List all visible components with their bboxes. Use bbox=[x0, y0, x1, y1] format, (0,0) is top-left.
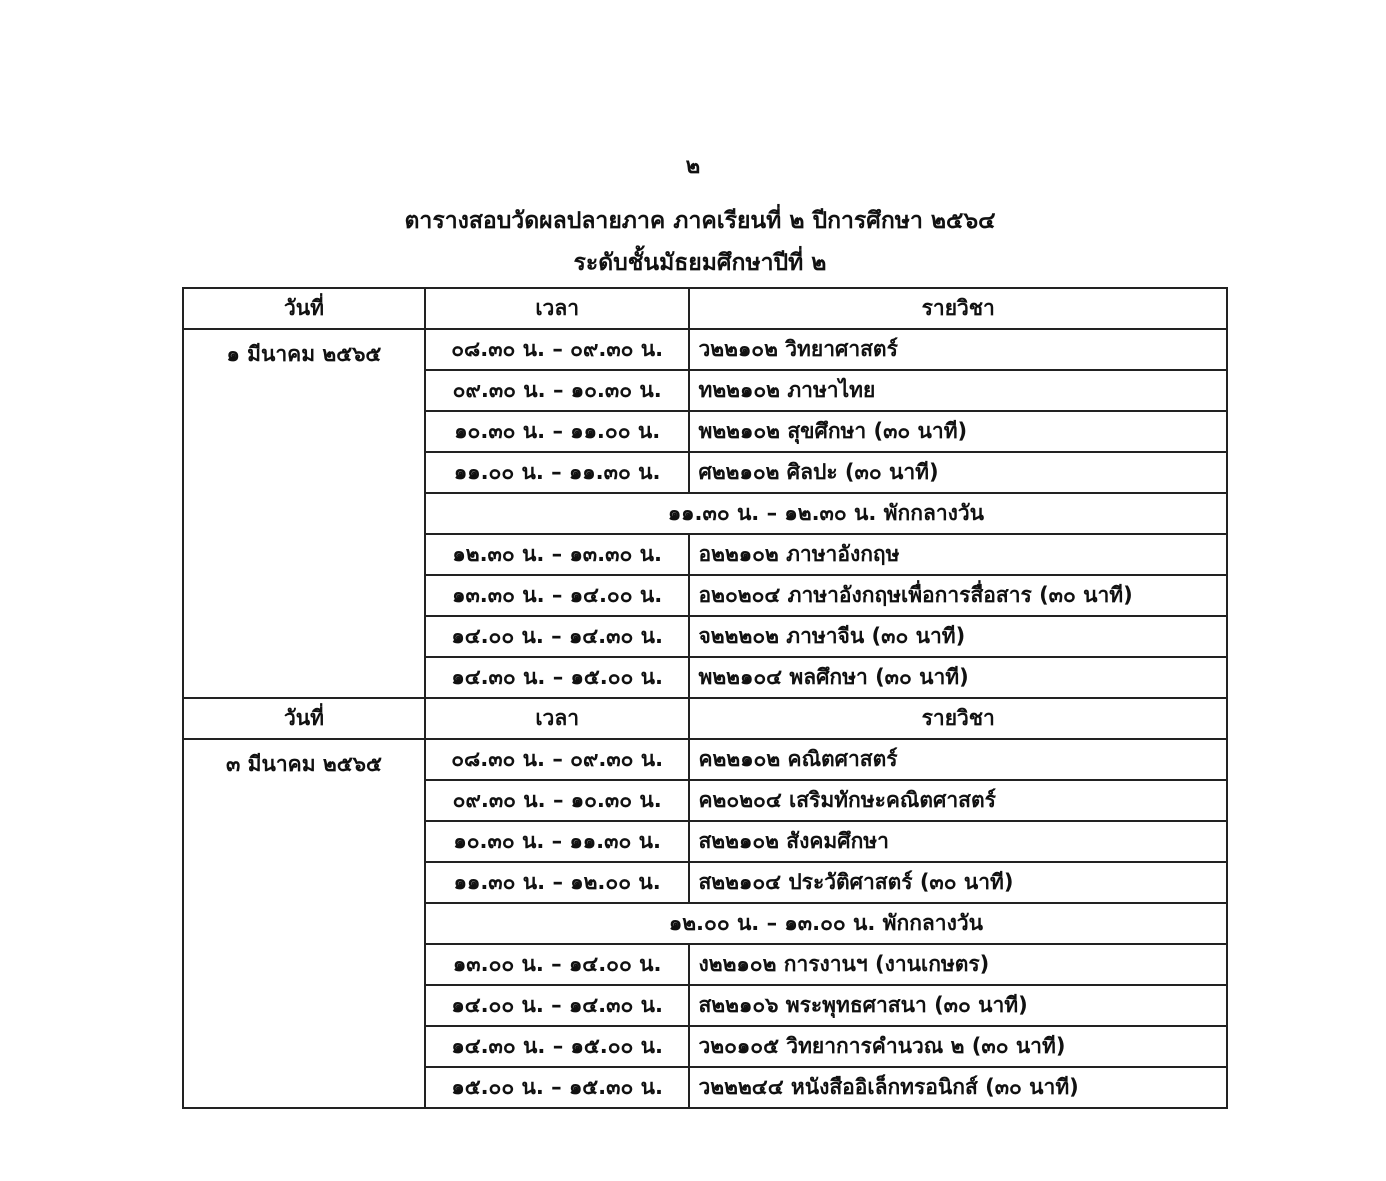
document-title bbox=[0, 200, 1386, 284]
header-date: วันที่ bbox=[183, 698, 425, 739]
title-line-2: ระดับชั้นมัธยมศึกษาปีที่ ๒ bbox=[573, 250, 827, 276]
exam-time: ๑๐.๓๐ น. – ๑๑.๓๐ น. bbox=[425, 821, 690, 862]
header-subject: รายวิชา bbox=[689, 698, 1227, 739]
exam-date: ๓ มีนาคม ๒๕๖๕ bbox=[183, 739, 425, 1108]
exam-date: ๑ มีนาคม ๒๕๖๕ bbox=[183, 329, 425, 698]
exam-time: ๑๔.๓๐ น. – ๑๕.๐๐ น. bbox=[425, 657, 690, 698]
exam-subject: ส๒๒๑๐๒ สังคมศึกษา bbox=[689, 821, 1227, 862]
exam-subject: ว๒๐๑๐๕ วิทยาการคำนวณ ๒ (๓๐ นาที) bbox=[689, 1026, 1227, 1067]
exam-subject: จ๒๒๒๐๒ ภาษาจีน (๓๐ นาที) bbox=[689, 616, 1227, 657]
exam-subject: ท๒๒๑๐๒ ภาษาไทย bbox=[689, 370, 1227, 411]
exam-subject: พ๒๒๑๐๒ สุขศึกษา (๓๐ นาที) bbox=[689, 411, 1227, 452]
exam-subject: ว๒๒๒๔๔ หนังสืออิเล็กทรอนิกส์ (๓๐ นาที) bbox=[689, 1067, 1227, 1108]
table-row bbox=[183, 739, 1227, 780]
exam-subject: ค๒๒๑๐๒ คณิตศาสตร์ bbox=[689, 739, 1227, 780]
lunch-break: ๑๒.๐๐ น. – ๑๓.๐๐ น. พักกลางวัน bbox=[425, 903, 1227, 944]
exam-subject: ศ๒๒๑๐๒ ศิลปะ (๓๐ นาที) bbox=[689, 452, 1227, 493]
exam-time: ๑๔.๐๐ น. – ๑๔.๓๐ น. bbox=[425, 985, 690, 1026]
exam-time: ๑๒.๓๐ น. – ๑๓.๓๐ น. bbox=[425, 534, 690, 575]
exam-time: ๑๑.๐๐ น. – ๑๑.๓๐ น. bbox=[425, 452, 690, 493]
exam-subject: ส๒๒๑๐๖ พระพุทธศาสนา (๓๐ นาที) bbox=[689, 985, 1227, 1026]
exam-time: ๑๓.๐๐ น. – ๑๔.๐๐ น. bbox=[425, 944, 690, 985]
exam-time: ๐๙.๓๐ น. – ๑๐.๓๐ น. bbox=[425, 780, 690, 821]
exam-time: ๐๘.๓๐ น. – ๐๙.๓๐ น. bbox=[425, 739, 690, 780]
table-header-row bbox=[183, 288, 1227, 329]
exam-subject: ส๒๒๑๐๔ ประวัติศาสตร์ (๓๐ นาที) bbox=[689, 862, 1227, 903]
exam-time: ๑๑.๓๐ น. – ๑๒.๐๐ น. bbox=[425, 862, 690, 903]
header-time: เวลา bbox=[425, 288, 690, 329]
lunch-break: ๑๑.๓๐ น. – ๑๒.๓๐ น. พักกลางวัน bbox=[425, 493, 1227, 534]
exam-time: ๑๕.๐๐ น. – ๑๕.๓๐ น. bbox=[425, 1067, 690, 1108]
exam-schedule-table bbox=[182, 287, 1228, 1109]
exam-time: ๑๐.๓๐ น. – ๑๑.๐๐ น. bbox=[425, 411, 690, 452]
exam-time: ๐๙.๓๐ น. – ๑๐.๓๐ น. bbox=[425, 370, 690, 411]
exam-schedule-body bbox=[183, 288, 1227, 1108]
header-subject: รายวิชา bbox=[689, 288, 1227, 329]
title-line-1: ตารางสอบวัดผลปลายภาค ภาคเรียนที่ ๒ ปีการศึกษา ๒๕๖๔ bbox=[404, 208, 996, 234]
table-row bbox=[183, 329, 1227, 370]
exam-time: ๑๔.๐๐ น. – ๑๔.๓๐ น. bbox=[425, 616, 690, 657]
exam-subject: พ๒๒๑๐๔ พลศึกษา (๓๐ นาที) bbox=[689, 657, 1227, 698]
exam-subject: อ๒๐๒๐๔ ภาษาอังกฤษเพื่อการสื่อสาร (๓๐ นาที) bbox=[689, 575, 1227, 616]
exam-time: ๐๘.๓๐ น. – ๐๙.๓๐ น. bbox=[425, 329, 690, 370]
exam-subject: ง๒๒๑๐๒ การงานฯ (งานเกษตร) bbox=[689, 944, 1227, 985]
exam-subject: อ๒๒๑๐๒ ภาษาอังกฤษ bbox=[689, 534, 1227, 575]
header-time: เวลา bbox=[425, 698, 690, 739]
exam-time: ๑๓.๓๐ น. – ๑๔.๐๐ น. bbox=[425, 575, 690, 616]
exam-time: ๑๔.๓๐ น. – ๑๕.๐๐ น. bbox=[425, 1026, 690, 1067]
exam-subject: ว๒๒๑๐๒ วิทยาศาสตร์ bbox=[689, 329, 1227, 370]
header-date: วันที่ bbox=[183, 288, 425, 329]
exam-subject: ค๒๐๒๐๔ เสริมทักษะคณิตศาสตร์ bbox=[689, 780, 1227, 821]
table-header-row bbox=[183, 698, 1227, 739]
page-number: ๒ bbox=[685, 154, 701, 179]
